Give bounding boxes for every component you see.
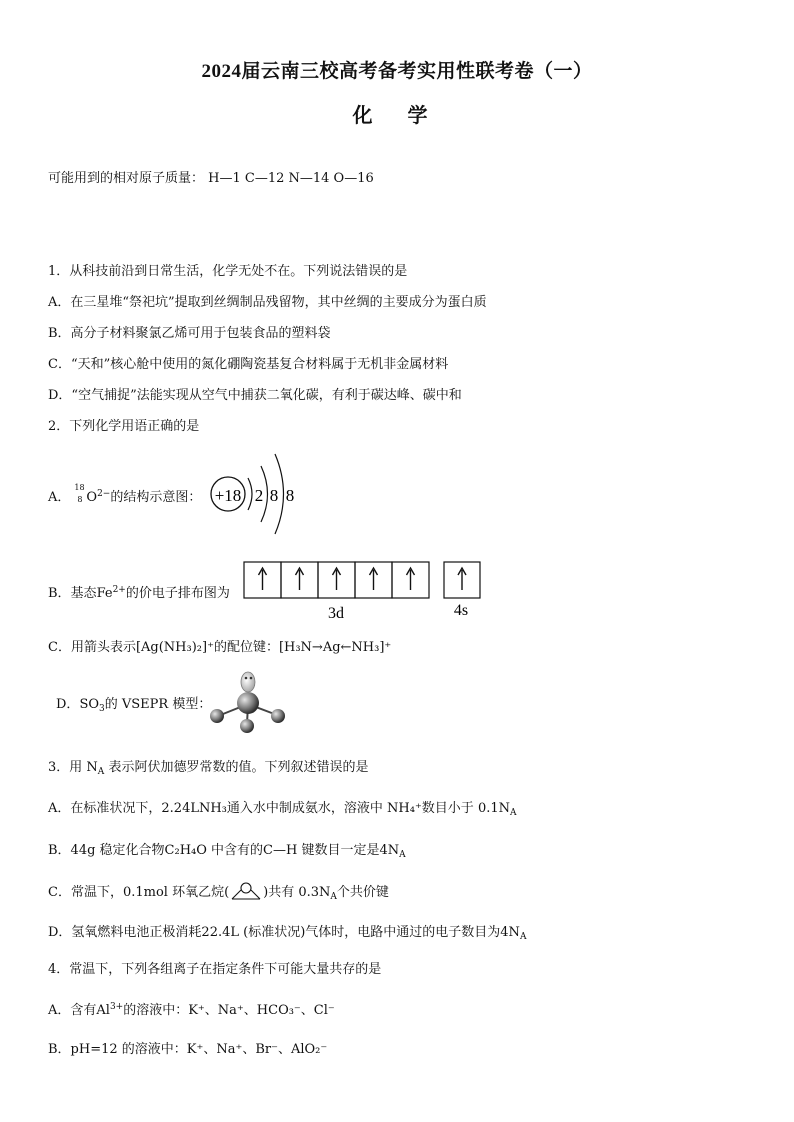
shell-electrons-2: 8: [269, 486, 279, 505]
subject-title: 化 学: [352, 103, 442, 127]
label-3d: 3d: [328, 605, 344, 622]
q4-option-a: A．含有$Al^{3+}$的溶液中：K⁺、Na⁺、HCO₃⁻、Cl⁻: [48, 1002, 335, 1018]
q4-stem: 4．常温下，下列各组离子在指定条件下可能大量共存的是: [48, 962, 382, 977]
outer-atom-ball-bottom: [240, 719, 254, 733]
orbital-3d-boxes: [244, 562, 429, 598]
q3-option-b: B．44g 稳定化合物C₂H₄O 中含有的C—H 键数目一定是$4N_A$: [48, 843, 406, 860]
q2-stem: 2．下列化学用语正确的是: [48, 419, 200, 434]
atomic-masses: 可能用到的相对原子质量： H—1 C—12 N—14 O—16: [48, 171, 374, 186]
q2-option-b: B．基态$Fe^{2+}$的价电子排布图为: [48, 585, 230, 601]
q3-option-a: A．在标准状况下，2.24LNH₃通入水中制成氨水，溶液中 NH₄⁺数目小于 $0.1N_A$: [48, 801, 517, 818]
lone-pair-dot-1: [245, 677, 248, 680]
mass-number: 18: [74, 483, 85, 492]
exam-title: 2024届云南三校高考备考实用性联考卷（一）: [201, 61, 593, 82]
q3-stem: 3．用 $N_A$ 表示阿伏加德罗常数的值。下列叙述错误的是: [48, 760, 369, 777]
lone-pair-lobe: [241, 672, 255, 692]
outer-atom-ball-right: [271, 709, 285, 723]
q4-option-b: B．pH=12 的溶液中：K⁺、Na⁺、Br⁻、AlO₂⁻: [48, 1042, 328, 1057]
q1-stem: 1．从科技前沿到日常生活，化学无处不在。下列说法错误的是: [48, 264, 408, 279]
q2-option-a: A． 18 8 $O^{2-}$的结构示意图：: [48, 485, 201, 507]
nucleus-label: +18: [214, 486, 242, 505]
electron-configuration-diagram: [242, 560, 487, 622]
central-atom-ball: [237, 692, 259, 714]
q1-option-c: C．“天和”核心舱中使用的氮化硼陶瓷基复合材料属于无机非金属材料: [48, 357, 449, 372]
q1-option-d: D．“空气捕捉”法能实现从空气中捕获二氧化碳，有利于碳达峰、碳中和: [48, 388, 462, 403]
label-4s: 4s: [453, 602, 469, 619]
q1-option-a: A．在三星堆“祭祀坑”提取到丝绸制品残留物，其中丝绸的主要成分为蛋白质: [48, 295, 487, 310]
atomic-number: 8: [77, 495, 83, 504]
atomic-structure-diagram: [204, 450, 304, 540]
lone-pair-dot-2: [250, 677, 253, 680]
vsepr-model-diagram: [206, 670, 298, 736]
outer-atom-ball-left: [210, 709, 224, 723]
q1-option-b: B．高分子材料聚氯乙烯可用于包装食品的塑料袋: [48, 326, 331, 341]
epoxyethane-structure: [229, 882, 263, 902]
q3-option-c: C．常温下，0.1mol 环氧乙烷( )共有 $0.3N_A$个共价键: [48, 882, 389, 906]
shell-electrons-3: 8: [285, 486, 295, 505]
shell-arc-1: [248, 478, 252, 510]
q2-option-d: D．$SO_3$的 VSEPR 模型：: [56, 697, 212, 714]
q2-option-c: C．用箭头表示[Ag(NH₃)₂]⁺的配位键：[H₃N→Ag←NH₃]⁺: [48, 640, 392, 655]
shell-electrons-1: 2: [254, 486, 264, 505]
q3-option-d: D．氢氧燃料电池正极消耗22.4L (标准状况)气体时，电路中通过的电子数目为$4N_A$: [48, 925, 527, 942]
orbital-4s-box: [444, 562, 480, 598]
